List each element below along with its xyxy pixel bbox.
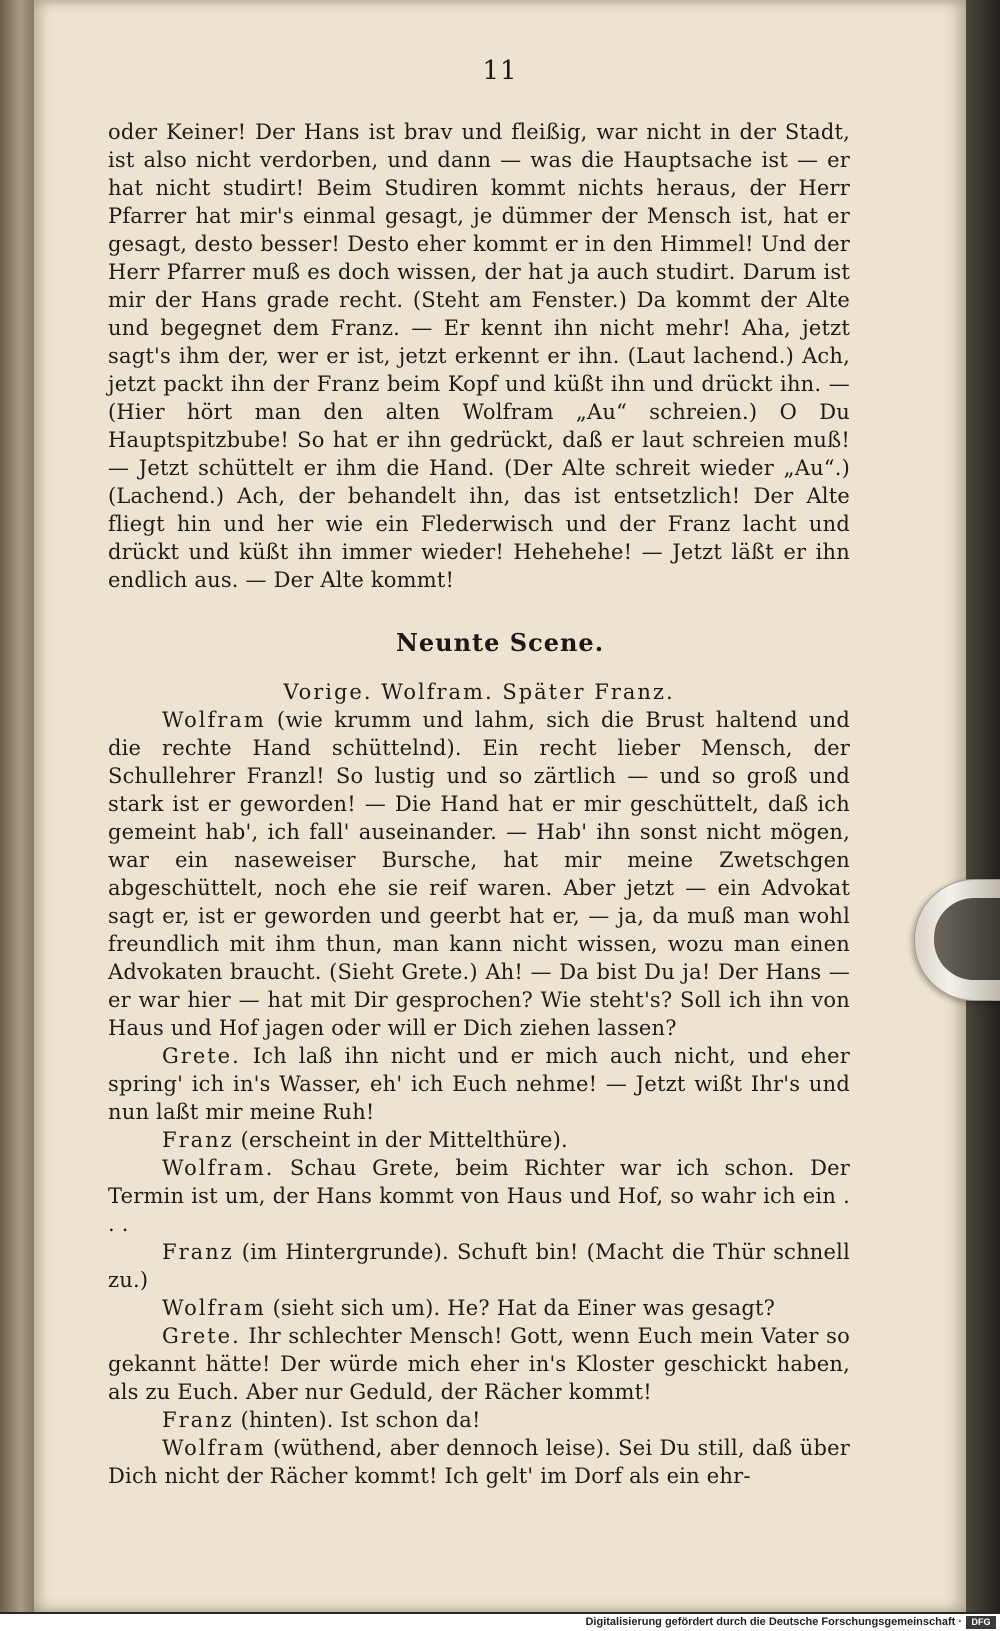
paragraph: oder Keiner! Der Hans ist brav und fleißig, war nicht in der Stadt, ist also nicht verdorben, und dann — was die Hauptsache ist — er hat nicht studirt! Beim Studiren kommt nichts heraus, der Herr Pfarrer hat mir's einmal gesagt, je dümmer der Mensch ist, hat er gesagt, desto besser! Desto eher kommt er in den Himmel! Und der Herr Pfarrer muß es doch wissen, der hat ja auch studirt. Darum ist mir der Hans grade recht. (Steht am Fenster.) Da kommt der Alte und begegnet dem Franz. — Er kennt ihn nicht mehr! Aha, jetzt sagt's ihm der, wer er ist, jetzt erkennt er ihn. (Laut lachend.) Ach, jetzt packt ihn der Franz beim Kopf und küßt ihn und drückt ihn. — (Hier hört man den alten Wolfram „Au“ schreien.) O Du Hauptspitzbube! So hat er ihn gedrückt, daß er laut schreien muß! — Jetzt schüttelt er ihm die Hand. (Der Alte schreit wieder „Au“.) (Lachend.) Ach, der behandelt ihn, das ist entsetzlich! Der Alte fliegt hin und her wie ein Flederwisch und der Franz lacht und drückt und küßt ihn immer wieder! Hehehehe! — Jetzt läßt er ihn endlich aus. — Der Alte kommt!: [108, 120, 850, 592]
page-edge: [966, 0, 1000, 1612]
speaker-name: Franz: [162, 1408, 234, 1432]
dialog-block: [108, 678, 850, 1490]
dialog-text: Ihr schlechter Mensch! Gott, wenn Euch mein Vater so gekannt hätte! Der würde mich eher in's Kloster geschickt haben, als zu Euch. Aber nur Geduld, der Rächer kommt!: [108, 1324, 850, 1404]
speaker-name: Franz: [162, 1240, 234, 1264]
dialog-text: (sieht sich um). He? Hat da Einer was gesagt?: [265, 1296, 776, 1320]
dialog-line: [108, 1126, 850, 1154]
dialog-text: (wie krumm und lahm, sich die Brust haltend und die rechte Hand schüttelnd). Ein recht lieber Mensch, der Schullehrer Franzl! So lustig und so zärtlich — und so groß und stark ist er geworden! — Die Hand hat er mir geschüttelt, daß ich gemeint hab', ich fall' auseinander. — Hab' ihn sonst nicht mögen, war ein naseweiser Bursche, hat mir meine Zwetschgen abgeschüttelt, noch ehe sie reif waren. Aber jetzt — ein Advokat sagt er, ist er geworden und geerbt hat er, — ja, da muß man wohl freundlich mit ihm thun, man kann nicht wissen, wozu man einen Advokaten braucht. (Sieht Grete.) Ah! — Da bist Du ja! Der Hans — er war hier — hat mit Dir gesprochen? Wie steht's? Soll ich ihn von Haus und Hof jagen oder will er Dich ziehen lassen?: [108, 708, 850, 1040]
speaker-name: Wolfram: [162, 1296, 266, 1320]
dialog-text: (wüthend, aber dennoch leise). Sei Du still, daß über Dich nicht der Rächer kommt! Ich gelt' im Dorf als ein ehr-: [108, 1436, 850, 1488]
cast-line: Vorige. Wolfram. Später Franz.: [283, 680, 675, 704]
speaker-name: Grete.: [162, 1324, 241, 1348]
dialog-line: [108, 1238, 850, 1294]
dialog-line: [108, 1406, 850, 1434]
dialog-text: Ich laß ihn nicht und er mich auch nicht, und eher spring' ich in's Wasser, eh' ich Euch nehme! — Jetzt wißt Ihr's und nun laßt mir meine Ruh!: [108, 1044, 850, 1124]
book-spine-shadow: [0, 0, 34, 1612]
page-number: 11: [482, 56, 518, 86]
dialog-line: [108, 1434, 850, 1490]
speaker-name: Franz: [162, 1128, 234, 1152]
dfg-logo: DFG: [966, 1616, 996, 1629]
speaker-name: Wolfram: [162, 1436, 266, 1460]
scene-title: Neunte Scene.: [395, 628, 605, 657]
footer-text: Digitalisierung gefördert durch die Deutsche Forschungsgemeinschaft ·: [585, 1616, 962, 1628]
digitization-footer: [0, 1614, 1000, 1631]
dialog-line: [108, 1322, 850, 1406]
dialog-text: (erscheint in der Mittelthüre).: [233, 1128, 568, 1152]
dialog-text: (hinten). Ist schon da!: [233, 1408, 481, 1432]
dialog-text: Schau Grete, beim Richter war ich schon. Der Termin ist um, der Hans kommt von Haus und Hof, so wahr ich ein . . .: [108, 1156, 850, 1236]
dialog-line: [108, 1042, 850, 1126]
dialog-line: [108, 706, 850, 1042]
speaker-name: Grete.: [162, 1044, 241, 1068]
dialog-line: [108, 1294, 850, 1322]
speaker-name: Wolfram: [162, 708, 266, 732]
dialog-line: [108, 1154, 850, 1238]
speaker-name: Wolfram.: [162, 1156, 275, 1180]
dialog-text: (im Hintergrunde). Schuft bin! (Macht die Thür schnell zu.): [108, 1240, 850, 1292]
